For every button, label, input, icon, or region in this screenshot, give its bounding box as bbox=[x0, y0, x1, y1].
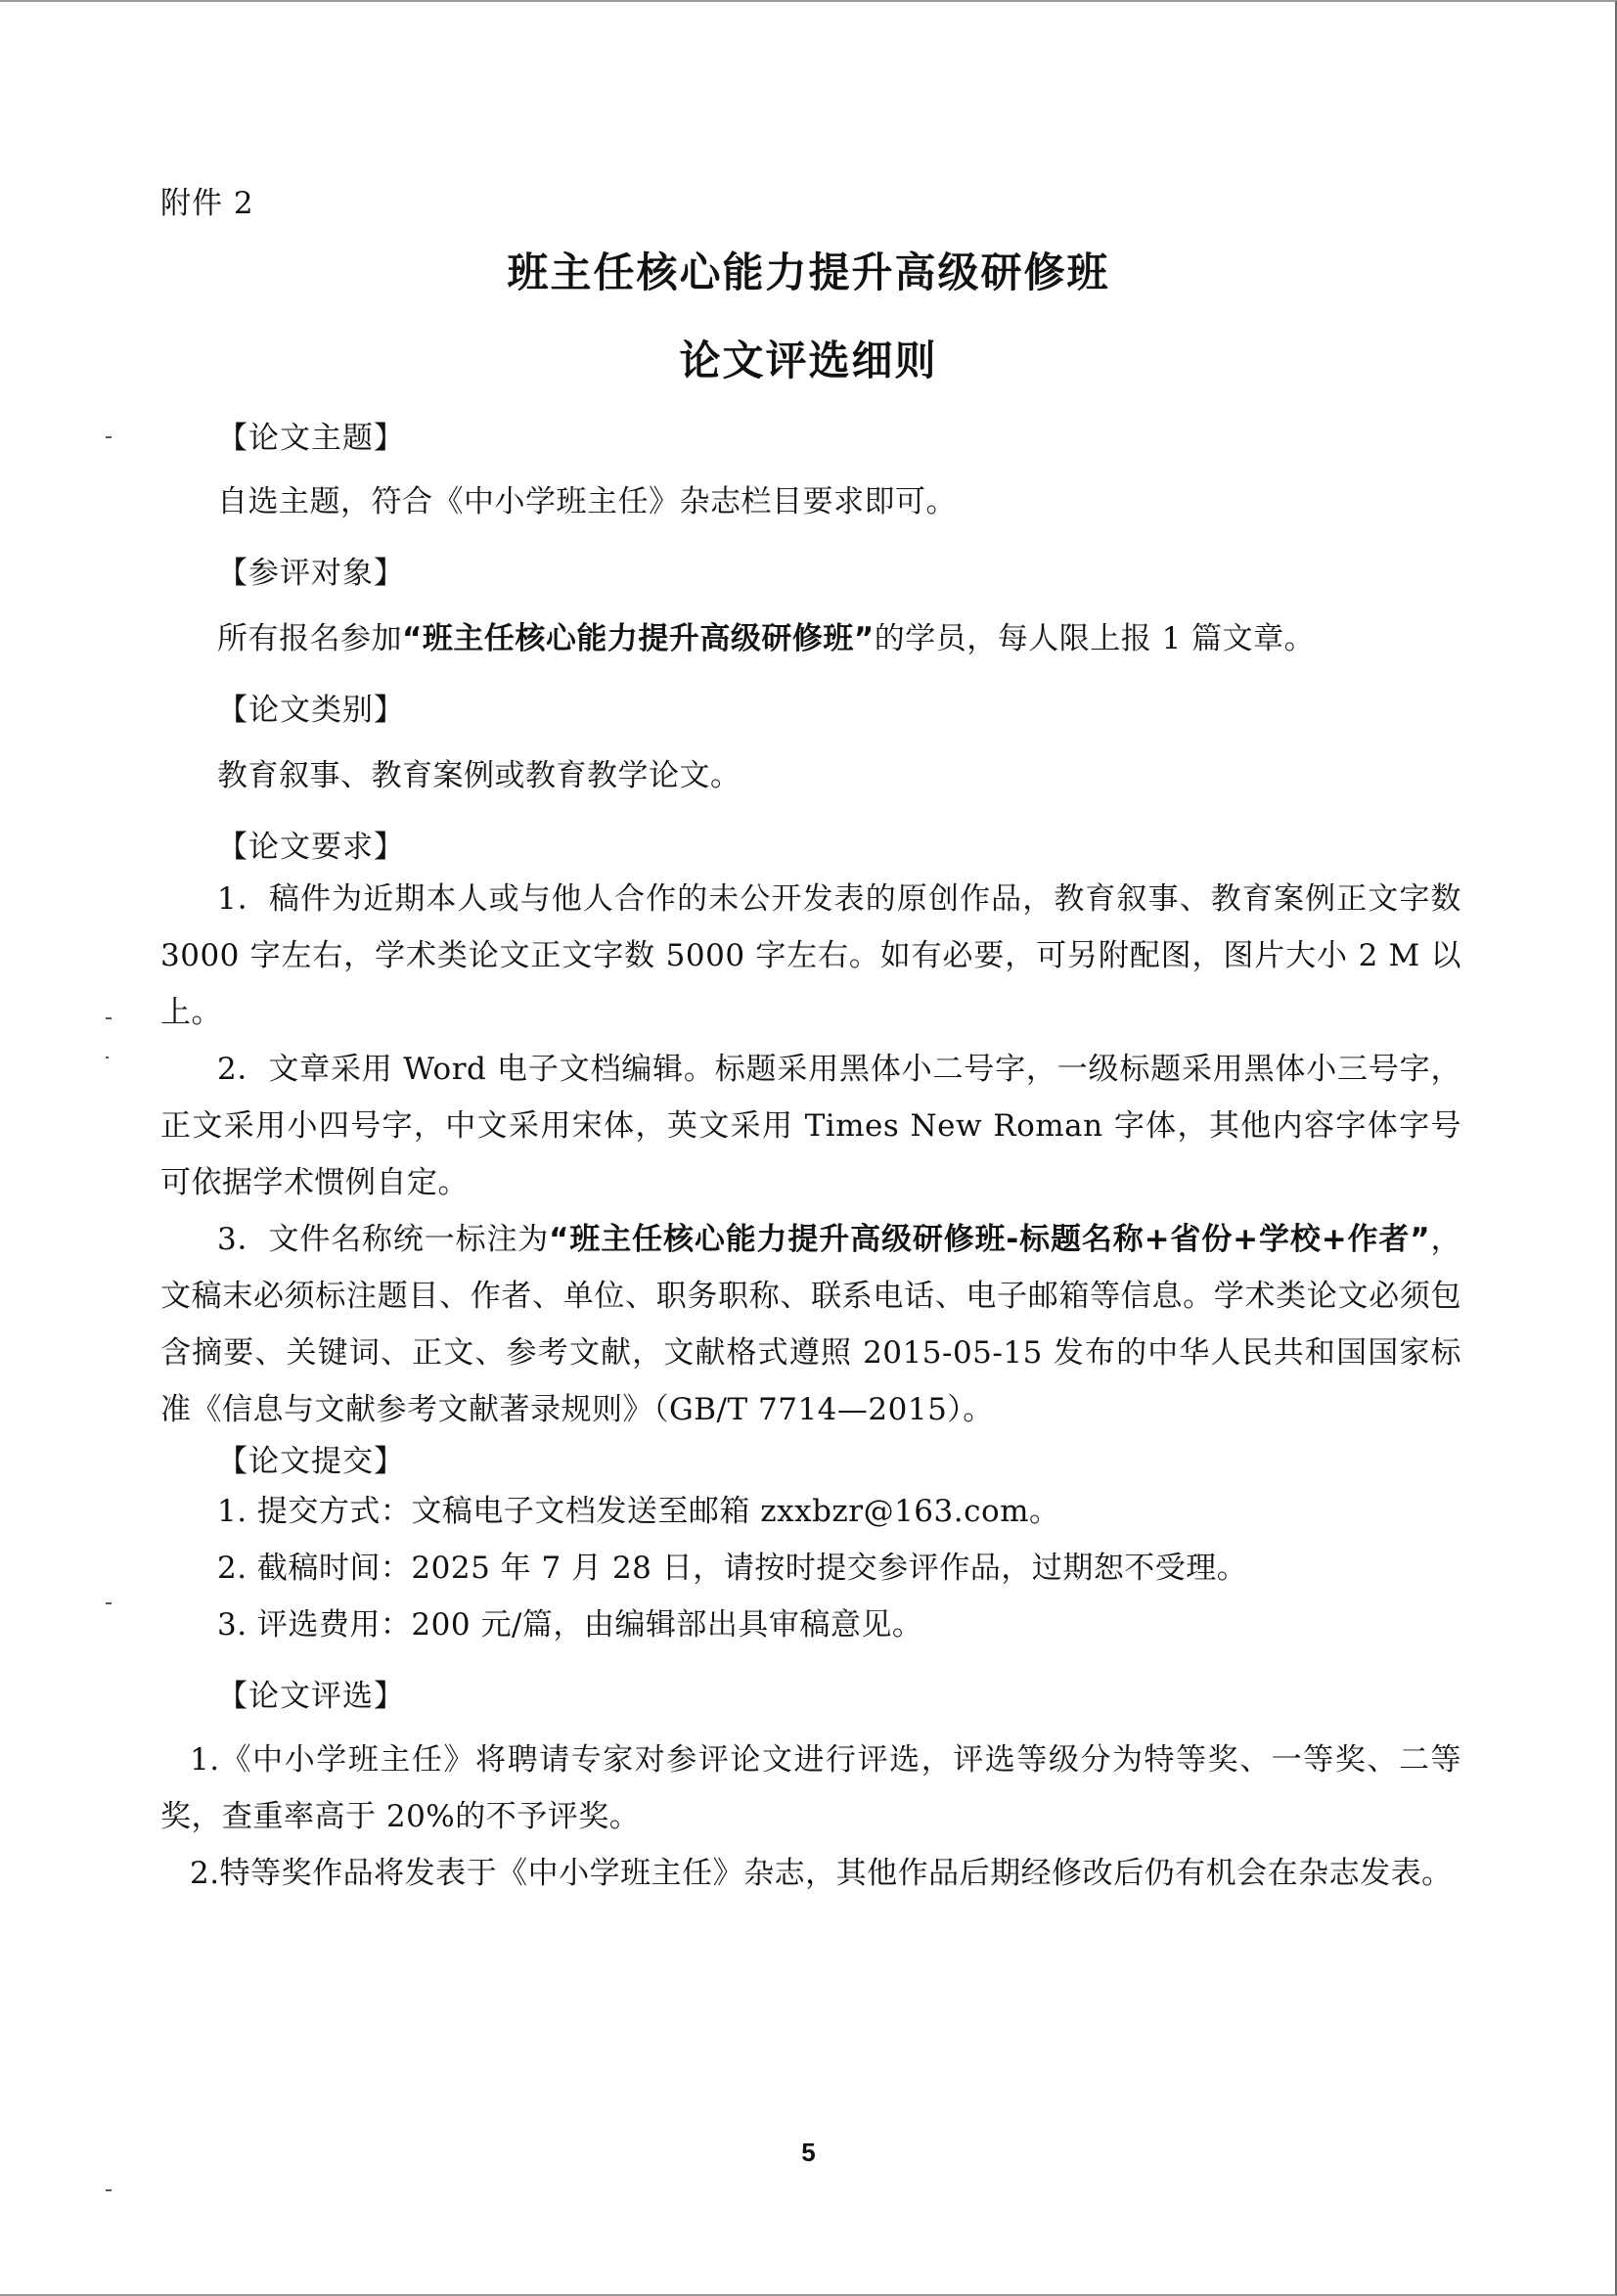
document-subtitle: 论文评选细则 bbox=[679, 337, 938, 384]
submission-item-3: 3. 评选费用：200 元/篇，由编辑部出具审稿意见。 bbox=[217, 1607, 923, 1643]
evaluation-item-1: 1.《中小学班主任》将聘请专家对参评论文进行评选，评选等级分为特等奖、一等奖、二等奖，查重率高于 20%的不予评奖。 bbox=[160, 1742, 1461, 1834]
submission-item-1: 1. 提交方式：文稿电子文档发送至邮箱 zxxbzr@163.com。 bbox=[217, 1494, 1060, 1529]
scan-mark bbox=[106, 1017, 112, 1019]
scan-mark bbox=[106, 2189, 112, 2191]
scan-mark bbox=[106, 436, 112, 438]
participants-program-name: “班主任核心能力提升高级研修班” bbox=[402, 621, 875, 656]
section-heading-participants: 【参评对象】 bbox=[217, 556, 405, 591]
document-title: 班主任核心能力提升高级研修班 bbox=[507, 248, 1110, 296]
submission-item-2: 2. 截稿时间：2025 年 7 月 28 日，请按时提交参评作品，过期恕不受理。 bbox=[217, 1551, 1248, 1586]
section-heading-evaluation: 【论文评选】 bbox=[217, 1679, 405, 1714]
topic-text: 自选主题，符合《中小学班主任》杂志栏目要求即可。 bbox=[217, 484, 957, 519]
section-heading-category: 【论文类别】 bbox=[217, 693, 405, 728]
category-text: 教育叙事、教育案例或教育教学论文。 bbox=[217, 758, 741, 793]
requirements-item-3-after: ，文稿末必须标注题目、作者、单位、职务职称、联系电话、电子邮箱等信息。学术类论文必须包含摘要、关键词、正文、参考文献，文献格式遵照 2015-05-15 发布的中华人民共和国国家标准《信息与文献参考文献著录规则》（GB/T 7714—2015）。 bbox=[160, 1222, 1461, 1427]
evaluation-item-2: 2.特等奖作品将发表于《中小学班主任》杂志，其他作品后期经修改后仍有机会在杂志发表。 bbox=[190, 1856, 1453, 1891]
page-number: 5 bbox=[801, 2138, 816, 2167]
requirements-item-2: 2．文章采用 Word 电子文档编辑。标题采用黑体小二号字，一级标题采用黑体小三号字，正文采用小四号字，中文采用宋体，英文采用 Times New Roman 字体，其他内容字体字号可依据学术惯例自定。 bbox=[160, 1052, 1461, 1200]
requirements-item-3-before: 3．文件名称统一标注为 bbox=[217, 1222, 550, 1257]
attachment-label: 附件 2 bbox=[160, 186, 254, 221]
participants-text-before: 所有报名参加 bbox=[217, 621, 402, 656]
participants-text-after: 的学员，每人限上报 1 篇文章。 bbox=[874, 621, 1316, 656]
requirements-filename-format: “班主任核心能力提升高级研修班-标题名称+省份+学校+作者” bbox=[549, 1222, 1431, 1257]
requirements-item-1: 1．稿件为近期本人或与他人合作的未公开发表的原创作品，教育叙事、教育案例正文字数 3000 字左右，学术类论文正文字数 5000 字左右。如有必要，可另附配图，图片大小 2 M 以上。 bbox=[160, 881, 1461, 1030]
section-heading-topic: 【论文主题】 bbox=[217, 421, 405, 456]
requirements-item-3 bbox=[160, 1211, 1461, 1438]
section-heading-submission: 【论文提交】 bbox=[217, 1444, 405, 1479]
section-heading-requirements: 【论文要求】 bbox=[217, 830, 405, 865]
participants-text bbox=[217, 610, 1489, 667]
scan-mark bbox=[106, 1602, 112, 1604]
scan-mark bbox=[106, 1057, 109, 1058]
